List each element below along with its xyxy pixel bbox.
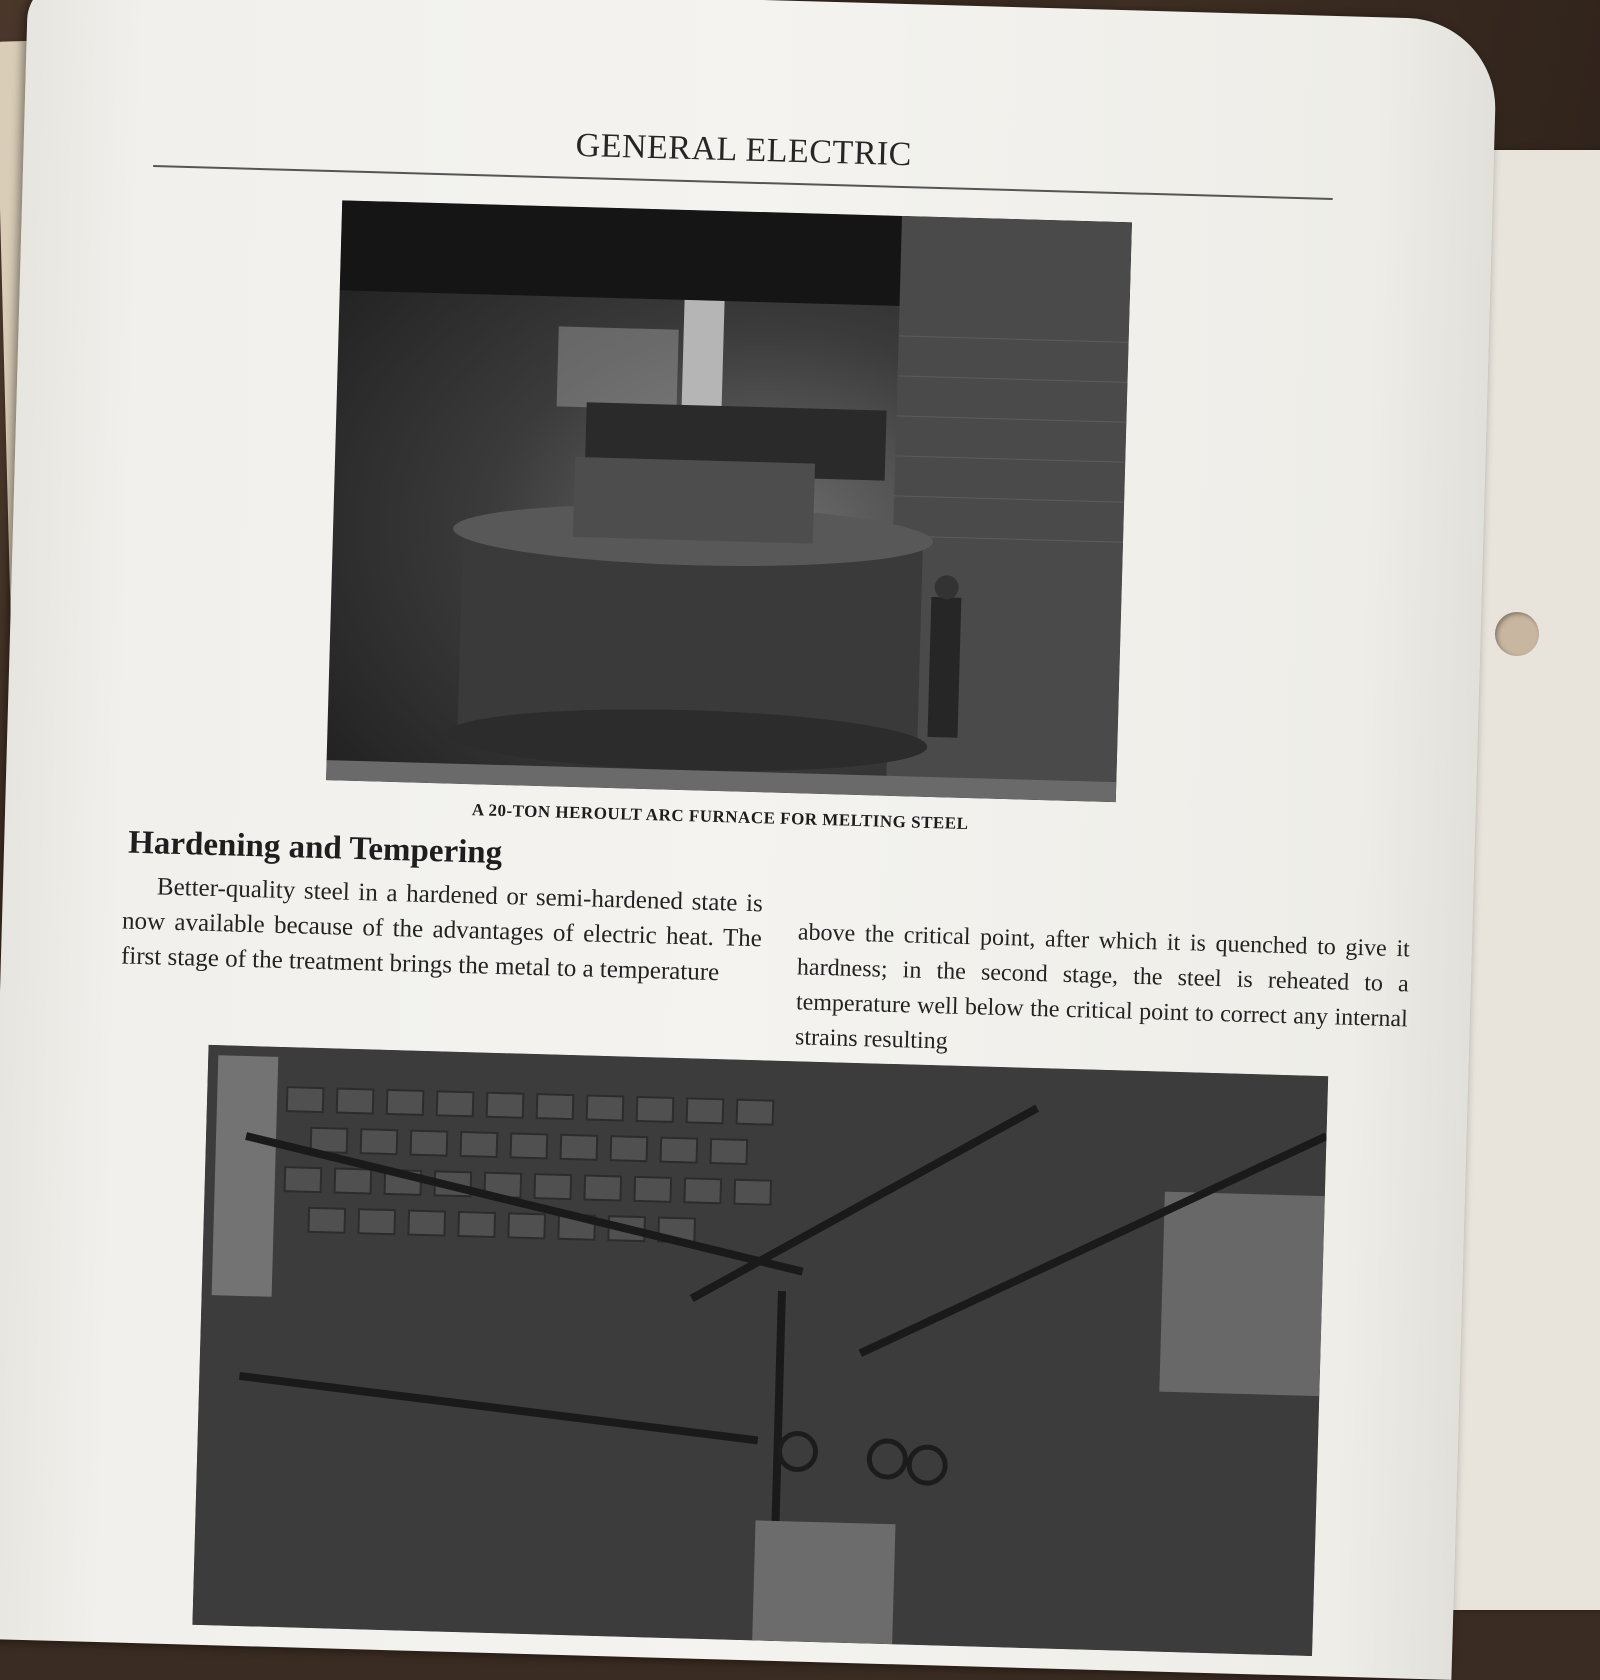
factory-interior-photo — [192, 1045, 1328, 1656]
section-heading: Hardening and Tempering — [127, 824, 503, 872]
factory-interior-illustration — [192, 1045, 1328, 1656]
text-column-right: above the critical point, after which it is quenched to give it hardness; in the second stage, the steel is reheated to a temperature well below the critical point to correct any internal strains resulting — [794, 919, 1411, 1055]
furnace-photo — [326, 200, 1132, 802]
running-head: GENERAL ELECTRIC — [575, 126, 913, 174]
punch-hole-icon — [1495, 612, 1539, 656]
page-content — [113, 103, 1411, 1635]
furnace-illustration — [326, 200, 1132, 802]
text-column-left: Better-quality steel in a hardened or semi-hardened state is now available because of the advantages of electric heat. The first stage of the treatment brings the metal to a temperature — [120, 873, 764, 987]
figure-caption: A 20-TON HEROULT ARC FURNACE FOR MELTING STEEL — [471, 800, 969, 834]
